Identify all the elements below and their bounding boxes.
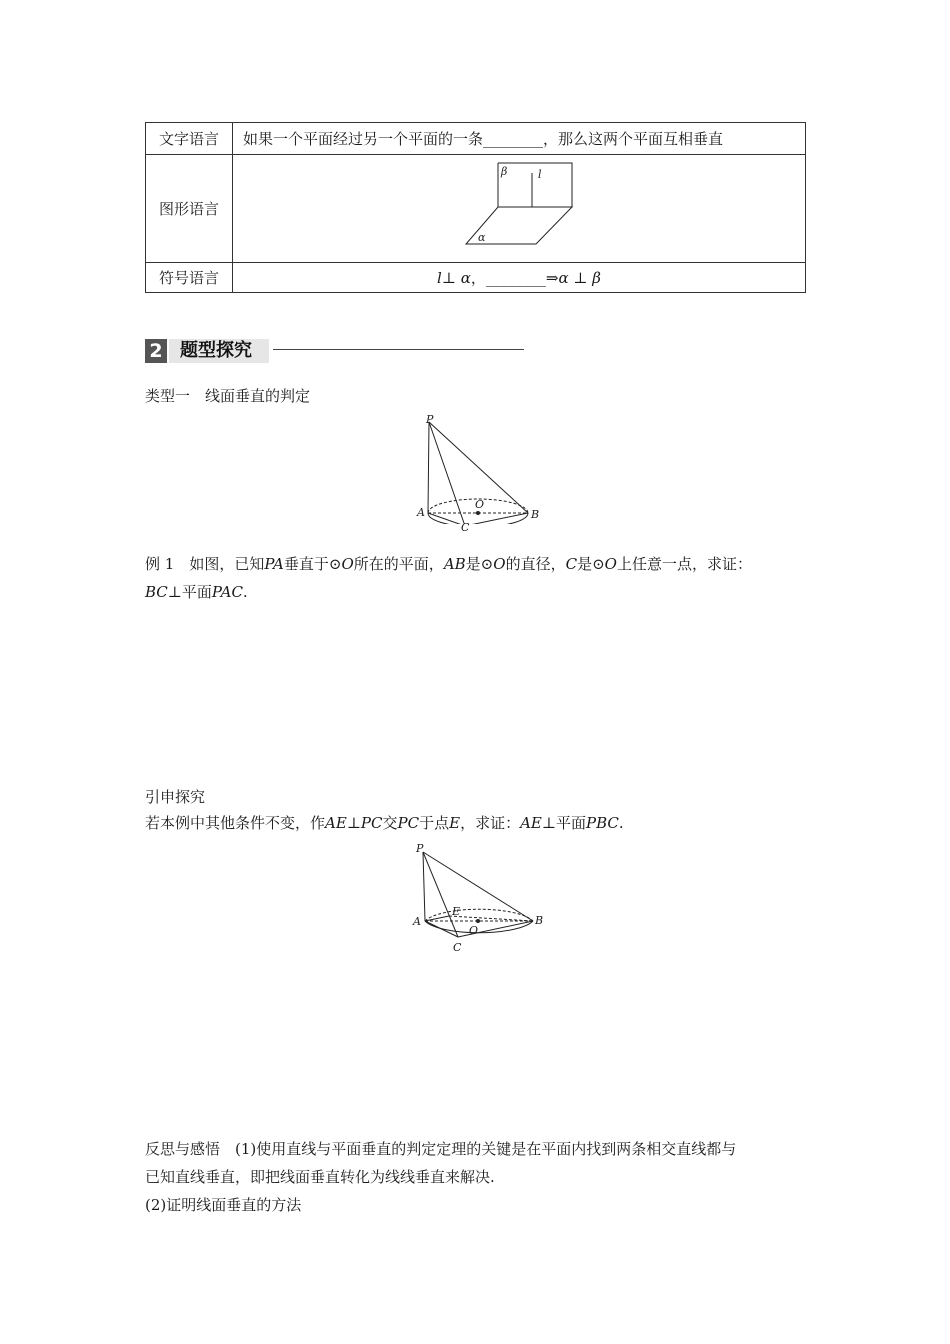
edge-pa bbox=[423, 852, 425, 921]
theorem-table bbox=[145, 122, 806, 293]
table-row-symbol-language bbox=[146, 263, 806, 293]
label-p: P bbox=[426, 413, 434, 426]
example1-text-2: 垂直于⊙ bbox=[283, 555, 342, 573]
example1-text-6: 是⊙ bbox=[577, 555, 605, 573]
extension-text-7: . bbox=[618, 814, 624, 832]
extension-pc2: PC bbox=[397, 814, 420, 832]
extension-text-4: 于点 bbox=[419, 814, 450, 832]
text-language-before: 如果一个平面经过另一个平面的一条 bbox=[243, 130, 484, 148]
example1-line1 bbox=[145, 554, 752, 574]
figure1-label-c: C bbox=[461, 521, 470, 534]
label-text-language: 文字语言 bbox=[146, 123, 233, 155]
symbol-language-content bbox=[233, 263, 806, 293]
example1-o2: O bbox=[493, 555, 506, 573]
label-o: O bbox=[475, 498, 485, 511]
center-o bbox=[476, 511, 480, 515]
cone-figure-2 bbox=[406, 840, 546, 956]
example1-text-5: 的直径， bbox=[505, 555, 566, 573]
extension-text-2: ⊥ bbox=[346, 814, 361, 832]
base-circle-front bbox=[425, 921, 533, 933]
text-language-blank: ________ bbox=[483, 130, 544, 148]
label-alpha: α bbox=[478, 231, 486, 244]
sym-alpha-1: α bbox=[460, 269, 471, 287]
reflection-line1: 反思与感悟 (1)使用直线与平面垂直的判定定理的关键是在平面内找到两条相交直线都与 bbox=[145, 1140, 737, 1158]
label-symbol-language: 符号语言 bbox=[146, 263, 233, 293]
sym-perp-2: ⊥ bbox=[573, 269, 588, 287]
extension-text-5: ，求证： bbox=[460, 814, 521, 832]
extension-text-3: 交 bbox=[382, 814, 398, 832]
plane-beta bbox=[498, 163, 572, 207]
extension-text-1: 若本例中其他条件不变，作 bbox=[145, 814, 326, 832]
example1-o1: O bbox=[341, 555, 354, 573]
table-row-text-language bbox=[146, 123, 806, 155]
edge-pb bbox=[423, 852, 533, 921]
type1-heading: 类型一 线面垂直的判定 bbox=[145, 387, 311, 405]
label-b: B bbox=[531, 508, 540, 521]
text-language-after: ，那么这两个平面互相垂直 bbox=[543, 130, 724, 148]
example1-text-7: 上任意一点，求证： bbox=[616, 555, 752, 573]
segment-ae bbox=[425, 916, 449, 921]
example1-text-1: 如图，已知 bbox=[189, 555, 265, 573]
example1-pa: PA bbox=[264, 555, 284, 573]
label-a: A bbox=[417, 506, 425, 519]
section-title: 题型探究 bbox=[180, 340, 252, 361]
edge-pa bbox=[428, 422, 429, 513]
extension-text bbox=[145, 813, 624, 833]
extension-pbc: PBC bbox=[585, 814, 619, 832]
example1-pac: PAC bbox=[211, 583, 243, 601]
label-a: A bbox=[413, 915, 421, 928]
label-l: l bbox=[538, 168, 542, 181]
sym-comma: ， bbox=[470, 269, 486, 287]
cone-figure-1 bbox=[410, 412, 550, 524]
sym-l: l bbox=[437, 269, 442, 287]
extension-ae1: AE bbox=[325, 814, 347, 832]
example1-o3: O bbox=[604, 555, 617, 573]
sym-blank: ________ bbox=[485, 269, 546, 287]
edge-pc bbox=[429, 422, 465, 524]
sym-perp-1: ⊥ bbox=[441, 269, 456, 287]
example1-label: 例 1 bbox=[145, 555, 175, 573]
example1-line2 bbox=[145, 582, 248, 602]
figure-language-cell bbox=[233, 155, 806, 263]
example1-text-3: 所在的平面， bbox=[353, 555, 444, 573]
table-row-figure-language bbox=[146, 155, 806, 263]
edge-pc bbox=[423, 852, 461, 937]
example1-text-8: ⊥平面 bbox=[167, 583, 212, 601]
segment-eb bbox=[449, 916, 533, 921]
extension-ae2: AE bbox=[520, 814, 542, 832]
edge-ac bbox=[425, 921, 458, 937]
label-figure-language: 图形语言 bbox=[146, 155, 233, 263]
label-c: C bbox=[453, 941, 462, 954]
sym-beta: β bbox=[592, 269, 601, 287]
example1-c: C bbox=[565, 555, 578, 573]
example1-ab: AB bbox=[443, 555, 466, 573]
center-o bbox=[476, 919, 480, 923]
extension-pc1: PC bbox=[360, 814, 383, 832]
reflection-line2: 已知直线垂直，即把线面垂直转化为线线垂直来解决. bbox=[145, 1168, 495, 1186]
extension-text-6: ⊥平面 bbox=[541, 814, 586, 832]
example1-text-4: 是⊙ bbox=[465, 555, 494, 573]
extension-e: E bbox=[449, 814, 461, 832]
extension-heading: 引申探究 bbox=[145, 788, 206, 806]
reflection-line3: (2)证明线面垂直的方法 bbox=[145, 1196, 302, 1214]
label-o: O bbox=[469, 924, 479, 937]
label-e: E bbox=[452, 905, 461, 918]
example1-text-9: . bbox=[242, 583, 248, 601]
edge-bc bbox=[465, 513, 528, 524]
section-number: 2 bbox=[145, 339, 167, 363]
example1-bc: BC bbox=[145, 583, 168, 601]
label-p: P bbox=[416, 842, 424, 855]
text-language-content bbox=[233, 123, 806, 155]
edge-ac bbox=[428, 513, 465, 524]
label-b: B bbox=[535, 914, 544, 927]
sym-implies: ⇒ bbox=[545, 269, 559, 287]
sym-alpha-2: α bbox=[558, 269, 569, 287]
label-beta: β bbox=[501, 165, 508, 178]
planes-diagram bbox=[233, 155, 807, 262]
section-divider bbox=[273, 349, 524, 350]
